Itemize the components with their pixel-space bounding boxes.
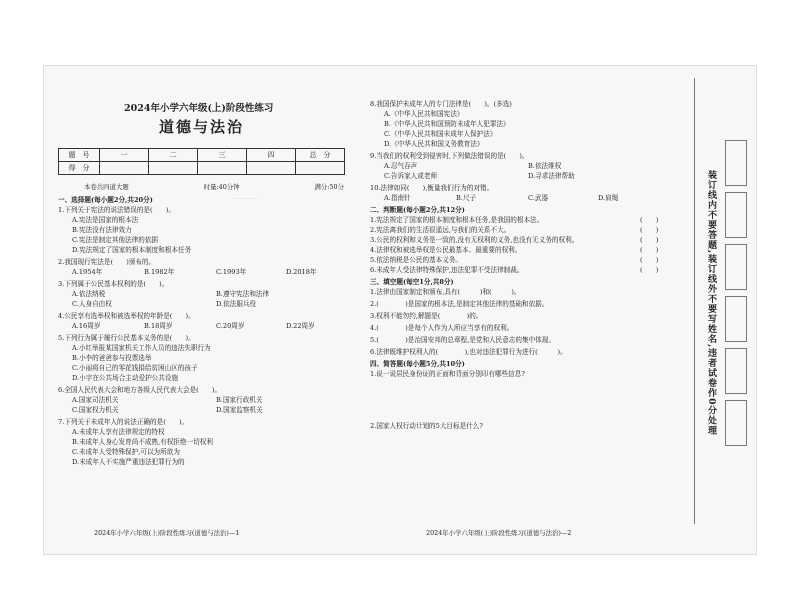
info-box[interactable] (725, 244, 747, 290)
question: 8.我国保护未成年人的专门法律是( )。(多选) (370, 100, 512, 108)
info-box[interactable] (725, 140, 747, 186)
exam-info: 本卷共四道大题 (84, 183, 129, 191)
option[interactable]: B.小李的爸爸参与投票选举 (72, 354, 152, 362)
fill-item[interactable]: 6.法律既维护权利人的( ),也对违法犯罪行为进行( )。 (370, 348, 567, 356)
option[interactable]: B.国家行政机关 (216, 396, 263, 404)
option[interactable]: D.宪法规定了国家的根本制度和根本任务 (72, 246, 192, 254)
option[interactable]: D.《中华人民共和国义务教育法》 (384, 140, 484, 148)
judge-item: 3.公民的权利和义务是一致的,没有无权利的义务,也没有无义务的权利。 (370, 236, 579, 244)
answer-paren[interactable]: ( ) (640, 246, 659, 254)
option[interactable]: C.小丽将自己的零花钱捐给贫困山区的孩子 (72, 364, 198, 372)
answer-paren[interactable]: ( ) (640, 236, 659, 244)
score-header-cell: 四 (247, 149, 296, 162)
question: 7.下列关于未成年人的说法正确的是( )。 (58, 418, 189, 426)
judge-item: 1.宪法规定了国家的根本制度和根本任务,是我国的根本法。 (370, 216, 544, 224)
page-footer-2: 2024年小学六年级(上)阶段性练习(道德与法治)—2 (426, 529, 572, 537)
question: 5.下列行为属于履行公民基本义务的是( )。 (58, 334, 195, 342)
score-cell[interactable] (296, 162, 345, 175)
option[interactable]: B.《中华人民共和国预防未成年人犯罪法》 (384, 120, 510, 128)
short-answer: 2.国家人权行动计划的5大目标是什么? (370, 422, 483, 430)
question: 3.下列属于公民基本权利的是( )。 (58, 280, 169, 288)
fill-item[interactable]: 4.( )是每个人作为人所应当享有的权利。 (370, 324, 514, 332)
option[interactable]: A.指南针 (384, 194, 411, 202)
score-cell[interactable] (149, 162, 198, 175)
question: 4.公民享有选举权和被选举权的年龄是( )。 (58, 312, 195, 320)
question: 9.当我们的权利受到侵害时,下列做法错误的是( )。 (370, 152, 529, 160)
option[interactable]: A.忍气吞声 (384, 162, 418, 170)
info-box[interactable] (725, 296, 747, 342)
option[interactable]: B.1982年 (144, 268, 175, 276)
option[interactable]: D.国家监察机关 (216, 406, 263, 414)
info-box[interactable] (725, 192, 747, 238)
option[interactable]: B.遵守宪法和法律 (216, 290, 270, 298)
option[interactable]: C.《中华人民共和国未成年人保护法》 (384, 130, 497, 138)
exam-full-score: 满分:50分 (314, 183, 344, 191)
question: 2.我国现行宪法是( )颁布的。 (58, 258, 156, 266)
score-header-cell: 题 号 (59, 149, 100, 162)
option[interactable]: C.1993年 (216, 268, 247, 276)
option[interactable]: A.1954年 (72, 268, 103, 276)
fill-item[interactable]: 2.( )是国家的根本法,是制定其他法律的基础和依据。 (370, 300, 549, 308)
option[interactable]: D.2018年 (286, 268, 317, 276)
score-cell[interactable] (100, 162, 149, 175)
option[interactable]: C.20周岁 (216, 322, 245, 330)
question: 10.法律如同( ),衡量我们行为的对错。 (370, 184, 494, 192)
judge-item: 6.未成年人受法律特殊保护,违法犯罪不受法律制裁。 (370, 266, 524, 274)
score-cell[interactable] (198, 162, 247, 175)
binding-notice: 装订线内不要答题,装订线外不要写姓名,违者试卷作0分处理 (706, 170, 716, 436)
option[interactable]: D.未成年人不实施严重违法犯罪行为的 (72, 458, 185, 466)
option[interactable]: B.宪法没有法律效力 (72, 226, 132, 234)
info-box[interactable] (725, 348, 747, 394)
section-heading: 三、填空题(每空1分,共8分) (370, 278, 454, 286)
option[interactable]: D.肩绳 (598, 194, 619, 202)
option[interactable]: C.人身自由权 (72, 300, 112, 308)
option[interactable]: B.18周岁 (144, 322, 173, 330)
score-header-cell: 一 (100, 149, 149, 162)
binding-sidebar (694, 78, 753, 524)
score-table (58, 148, 345, 175)
answer-paren[interactable]: ( ) (640, 266, 659, 274)
answer-paren[interactable]: ( ) (640, 256, 659, 264)
section-heading: 四、简答题(每小题5分,共10分) (370, 360, 465, 368)
score-header-cell: 三 (198, 149, 247, 162)
option[interactable]: D.寻求法律帮助 (528, 172, 575, 180)
question: 1.下列关于宪法的说法错误的是( )。 (58, 206, 175, 214)
score-cell[interactable] (247, 162, 296, 175)
option[interactable]: B.依法维权 (528, 162, 562, 170)
judge-item: 5.依法纳税是公民的基本义务。 (370, 256, 463, 264)
option[interactable]: A.宪法是国家的根本法 (72, 216, 139, 224)
option[interactable]: B.未成年人身心发育尚不成熟,有权拒绝一切权利 (72, 438, 213, 446)
score-row-label: 得 分 (59, 162, 100, 175)
option[interactable]: A.依法纳税 (72, 290, 106, 298)
option[interactable]: C.未成年人受特殊保护,可以为所欲为 (72, 448, 180, 456)
option[interactable]: C.宪法是制定其他法律的依据 (72, 236, 159, 244)
option[interactable]: D.小宇在公共场合主动爱护公共设施 (72, 374, 179, 382)
subject-title: 道德与法治 (159, 118, 245, 136)
fill-item[interactable]: 3.权利不能勿约,解题是( )的。 (370, 312, 483, 320)
info-box[interactable] (725, 400, 747, 446)
exam-time: 时量:40分钟 (203, 183, 240, 191)
judge-item: 4.法律权和被选举权是公民最基本、最重要的权利。 (370, 246, 522, 254)
question: 6.全国人民代表大会和地方各级人民代表大会是( )。 (58, 386, 222, 394)
exam-meta (84, 182, 344, 191)
option[interactable]: C.国家权力机关 (72, 406, 119, 414)
option[interactable]: D.依法服兵役 (216, 300, 257, 308)
option[interactable]: C.武器 (528, 194, 549, 202)
option[interactable]: A.未成年人享有法律规定的特权 (72, 428, 165, 436)
option[interactable]: A.16周岁 (72, 322, 101, 330)
score-header-cell: 总 分 (296, 149, 345, 162)
option[interactable]: D.22周岁 (286, 322, 315, 330)
exam-title: 2024年小学六年级(上)阶段性练习 (124, 103, 274, 114)
fill-item[interactable]: 5.( )是治国安邦的总章程,是党和人民意志的集中体现。 (370, 336, 555, 344)
page-footer-1: 2024年小学六年级(上)阶段性练习(道德与法治)—1 (94, 529, 240, 537)
fill-item[interactable]: 1.法律由国家制定和颁布,具有( )和( )。 (370, 288, 521, 296)
section-heading: 二、判断题(每小题2分,共12分) (370, 206, 465, 214)
option[interactable]: A.《中华人民共和国宪法》 (384, 110, 464, 118)
judge-item: 2.宪法离我们的生活很遥远,与我们的关系不大。 (370, 226, 511, 234)
section-heading: 一、选择题(每小题2分,共20分) (58, 196, 153, 204)
answer-paren[interactable]: ( ) (640, 226, 659, 234)
short-answer: 1.说一说居民身份证的正面和背面分别印有哪些信息? (370, 370, 525, 378)
option[interactable]: B.尺子 (456, 194, 477, 202)
option[interactable]: A.国家司法机关 (72, 396, 119, 404)
option[interactable]: A.小红举报某国家机关工作人员的违法失职行为 (72, 344, 211, 352)
option[interactable]: C.告诉家人或老师 (384, 172, 438, 180)
bleed-through: ………… (234, 194, 258, 201)
student-info-boxes (725, 140, 747, 452)
answer-paren[interactable]: ( ) (640, 216, 659, 224)
exam-sheet (44, 66, 756, 554)
score-header-cell: 二 (149, 149, 198, 162)
